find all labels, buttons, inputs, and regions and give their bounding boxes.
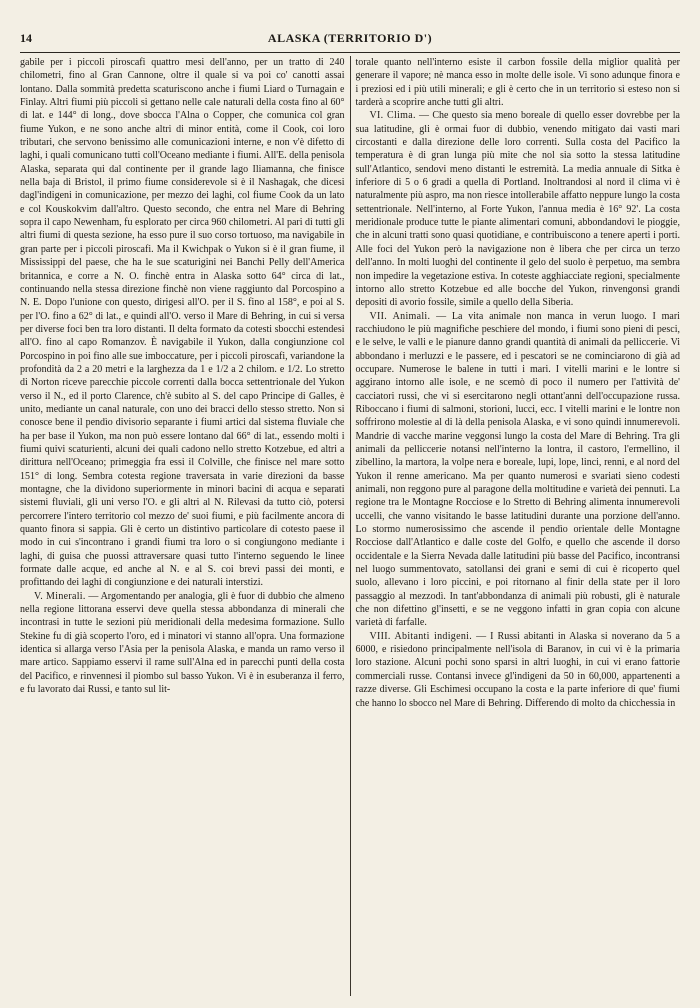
paragraph-animali — [355, 310, 680, 630]
section-heading-clima: VI. Clima. — [369, 110, 416, 122]
section-heading-abitanti: VIII. Abitanti indigeni. — [369, 630, 473, 642]
text-columns — [20, 56, 680, 998]
page-number: 14 — [20, 31, 32, 45]
left-column — [20, 56, 345, 996]
paragraph-minerali-cont: torale quanto nell'interno esiste il carbon fossile della miglior qualità per generare il vapore; nè manca esso in molte delle isole. Vi sono adunque finora e i preziosi ed i più utili minerali; e gli è certo che in un territorio sì esteso non si tarderà a scoprire anche tutti gli altri. — [355, 57, 680, 109]
paragraph-rivers: gabile per i piccoli piroscafi quattro mesi dell'anno, per un tratto di 240 chilometri, fino al Gran Cannone, oltre il quale si va poi co' canotti assai lontano. Dalla sommità predetta scaturiscono anche i fiumi Liard o Turnagain e Finlay. Altri fiumi più piccoli si gettano nelle cale naturali della costa fino al 60° di lat. e 144° di long., dove sbocca l'Alna o Copper, che comunica col gran fiume Yukon, e ne sono anche altri di minor entità, come il Cook, coi loro tributari, che servono benissimo alle comunicazioni interne, e non v'è difetto di laghi, i quali comunicano tutti coll'Oceano mediante i fiumi. All'E. della penisola Alaska, separata qui dal continente per il grande lago Iliamanna, che finisce nella baja di Bristol, il primo fiume considerevole si è il Nashagak, che dicesi dagl'indigeni in comunicazione, per mezzo dei laghi, col fiume Cook da un lato e col Kouskokvim dall'altro. Questo secondo, che entra nel Mare di Behring sopra il capo Newenham, fu esplorato per circa 960 chilometri. Al pari di tutti gli altri fiumi di questa sezione, ha esso pure il suo corso tortuoso, ma navigabile in gran parte per i piccoli piroscafi. Ma il Kwichpak o Yukon si è il gran fiume, il Mississippi del paese, che ha le sue scaturigini nei Banchi Pelly dell'America britannica, e corre a N. O. finchè entra in Alaska sotto 64° circa di lat., continuando nella stessa direzione finchè non viene raggiunto dal Porcospino a N. E. Dopo l'unione con questo, dirigesi all'O. per il S. fino al 158°, e poi al S. per l'O. fino a 62° di lat., e quindi all'O. verso il Mare di Behring, in cui si versa per diverse foci ben tra loro distanti. Il delta formato da cotesti sbocchi estendesi all'O. fino al capo Romanzov. È navigabile il Yukon, dalla congiunzione col Porcospino in poi fino alle sue imboccature, per i piccoli piroscafi, variandone la profondità da 2 a 20 metri e la larghezza da 1 e 1/2 a 2 chilom. e 1/2. Lo stretto di Norton riceve parecchie piccole correnti dalla bocca settentrionale del Yukon verso il N., ed il porto Clarence, ch'è subito al S. del capo Principe di Galles, è unito, mediante un canal naturale, con uno dei bracci dello stesso stretto. Non si conosce bene il pendìo divisorio separante i fiumi artici dal sistema fluviale che ha per base il Yukon, ma non può essere lontano dal 66° di lat., essendo molti i fiumi quivi scaturienti, alcuni dei quali cadono nello stretto Kotzebue, ed altri a dirittura nell'Oceano; primeggia fra essi il Colville, che finisce nel mare sotto 151° di long. Sembra cotesta regione traversata in varie direzioni da basse montagne, che la dividono superiormente in minori bacini di acqua e separati sistemi fluviali, gli uni verso l'O. e gli altri al N. Rilevasi da tutto ciò, potersi percorrere l'intero territorio col mezzo de' suoi fiumi, e più facilmente ancora di quanto finora si sappia. Gli è certo un distintivo particolare di cotesto paese il modo in cui s'incontrano i grandi fiumi tra loro o si congiungono mediante i laghi, di guisa che puossi attraversare quasi tutto l'interno seguendo le linee formate dalle acque, ed anche al N. e al S. coi brevi passi dei monti, e profittando dei laghi di congiunzione e dei naturali interstizi. — [20, 57, 345, 589]
column-rule — [350, 56, 351, 996]
section-heading-minerali: V. Minerali. — [34, 590, 86, 602]
running-title: ALASKA (TERRITORIO D') — [267, 31, 433, 45]
section-text-animali: — La vita animale non manca in verun luogo. I mari racchiudono le più magnifiche peschiere del mondo, i fiumi sono pieni di pesci, e le selve, le valli e le pianure danno grandi quantità di animali da pelliccerie. Vi abbondano i merluzzi e le passere, ed i pescatori se ne cominciarono di già ad occupare. Numerose le balene in tutti i mari. I vitelli marini e le lontre si aggirano intorno alle isole, e ne scemò di poco il numero per l'attività de' cacciatori russi, che vi si esercitarono negli ottant'anni dell'occupazione russa. Riboccano i fiumi di salmoni, storioni, lucci, ecc. I vitelli marini e le lontre non soffrirono molestie al di là della penisola Alaska, e vi sono quindi innumerevoli. Mandrie di vacche marine veggonsi lungo la costa del Mare di Behring. Tra gli animali da pelliccerie notansi nell'interno la lontra, il castoro, l'ermellino, il zibellino, la martora, la volpe nera e boreale, lupi, lope, linci, renni, e al nord del Yukon il renne americano. Ma per quanto numerosi e svariati sieno codesti animali, non reggono pure al paragone della moltitudine e varietà dei pennuti. La regione tra le Montagne Rocciose e lo Stretto di Behring alimenta innumerevoli uccelli, che vanno visitando le basse latitudini durante una porzione dell'anno. Lo stormo numerosissimo che ascende il pendìo orientale delle Montagne Rocciose dall'Atlantico e dalle coste del Golfo, e quello che ascende il dorso occidentale e la Sierra Nevada dalle latitudini più basse del Pacifico, incontransi nel luogo summentovato, satollansi dei grani e semi di cui è ricoperto quel suolo, allevano i loro piccini, e poi ritornano al finir della state per il loro passaggio al mezzodì. In tant'abbondanza di animali più robusti, gli è naturale che non difettino gl'insetti, e se ne veggono infatti in gran copia con alcune varietà di farfalle. — [355, 310, 680, 629]
paragraph-abitanti — [355, 630, 680, 710]
paragraph-clima — [355, 109, 680, 309]
section-heading-animali: VII. Animali. — [369, 310, 431, 322]
section-text-abitanti: — I Russi abitanti in Alaska si noverano da 5 a 6000, e risiedono principalmente nell'isola di Baranov, in cui vi è la primaria loro stazione. Alcuni pochi sono sparsi in altri luoghi, in cui vi erano fattorie commerciali russe. Contansi invece gl'indigeni da 50 in 60,000, appartenenti a razze diverse. Gli Eschimesi occupano la costa e la parte inferiore di que' fiumi che hanno lo sbocco nel Mare di Behring. Differendo di molto da chicchessia in — [355, 630, 680, 709]
paragraph-minerali — [20, 590, 345, 697]
section-text-minerali: — Argomentando per analogia, gli è fuor di dubbio che almeno nella regione littorana esservi deve quella stessa abbondanza di minerali che incontrasi in tutte le sezioni più meridionali della medesima formazione. Sullo Stekine fu di già scoperto l'oro, ed i minatori vi stanno all'opra. Una formazione identica si allarga verso l'Asia per la penisola Alaska, e manda un ramo verso il mare artico. Sappiamo esservi il rame sull'Alna ed in parecchi punti della costa del Pacifico, e rinvennesi il piombo sul basso Yukon. Vi è in esuberanza il ferro, e fu lavorato dai Russi, e tanto sul lit- — [20, 590, 345, 696]
section-text-clima: — Che questo sia meno boreale di quello esser dovrebbe per la sua latitudine, gli è ormai fuor di dubbio, venendo mitigato dai vasti mari circostanti e dalla direzione delle loro correnti. Sulla costa del Pacifico la temperatura è di gran lunga più mite che nol sia sotto la stessa latitudine sull'Atlantico, sendovi meno distanti le estremità. La media annuale di Sitka è inferiore di 5 o 6 gradi a quella di Portland. Inoltrandosi al nord il clima vi è naturalmente più aspro, ma non riesce intollerabile affatto neppure lungo la costa settentrionale. Nell'interno, al Forte Yukon, l'annua media è 16° 92'. La costa meridionale produce tutte le piante alimentari comuni, abbondandovi le pioggie, che in alcuni tratti sono quasi quotidiane, e contribuiscono a tenere aperti i porti. Alle foci del Yukon però la navigazione non è libera che per circa un terzo dell'anno. In molti luoghi del continente il gelo del suolo è perpetuo, ma sembra non impedire la vegetazione estiva. In coteste agghiacciate regioni, specialmente intorno allo stretto Kotzebue ed alle bocche del Yukon, rinvengonsi grandi depositi di avorio fossile, simile a quello della Siberia. — [355, 110, 680, 309]
right-column — [355, 56, 680, 996]
header-rule — [20, 52, 680, 53]
page-header — [20, 31, 680, 49]
